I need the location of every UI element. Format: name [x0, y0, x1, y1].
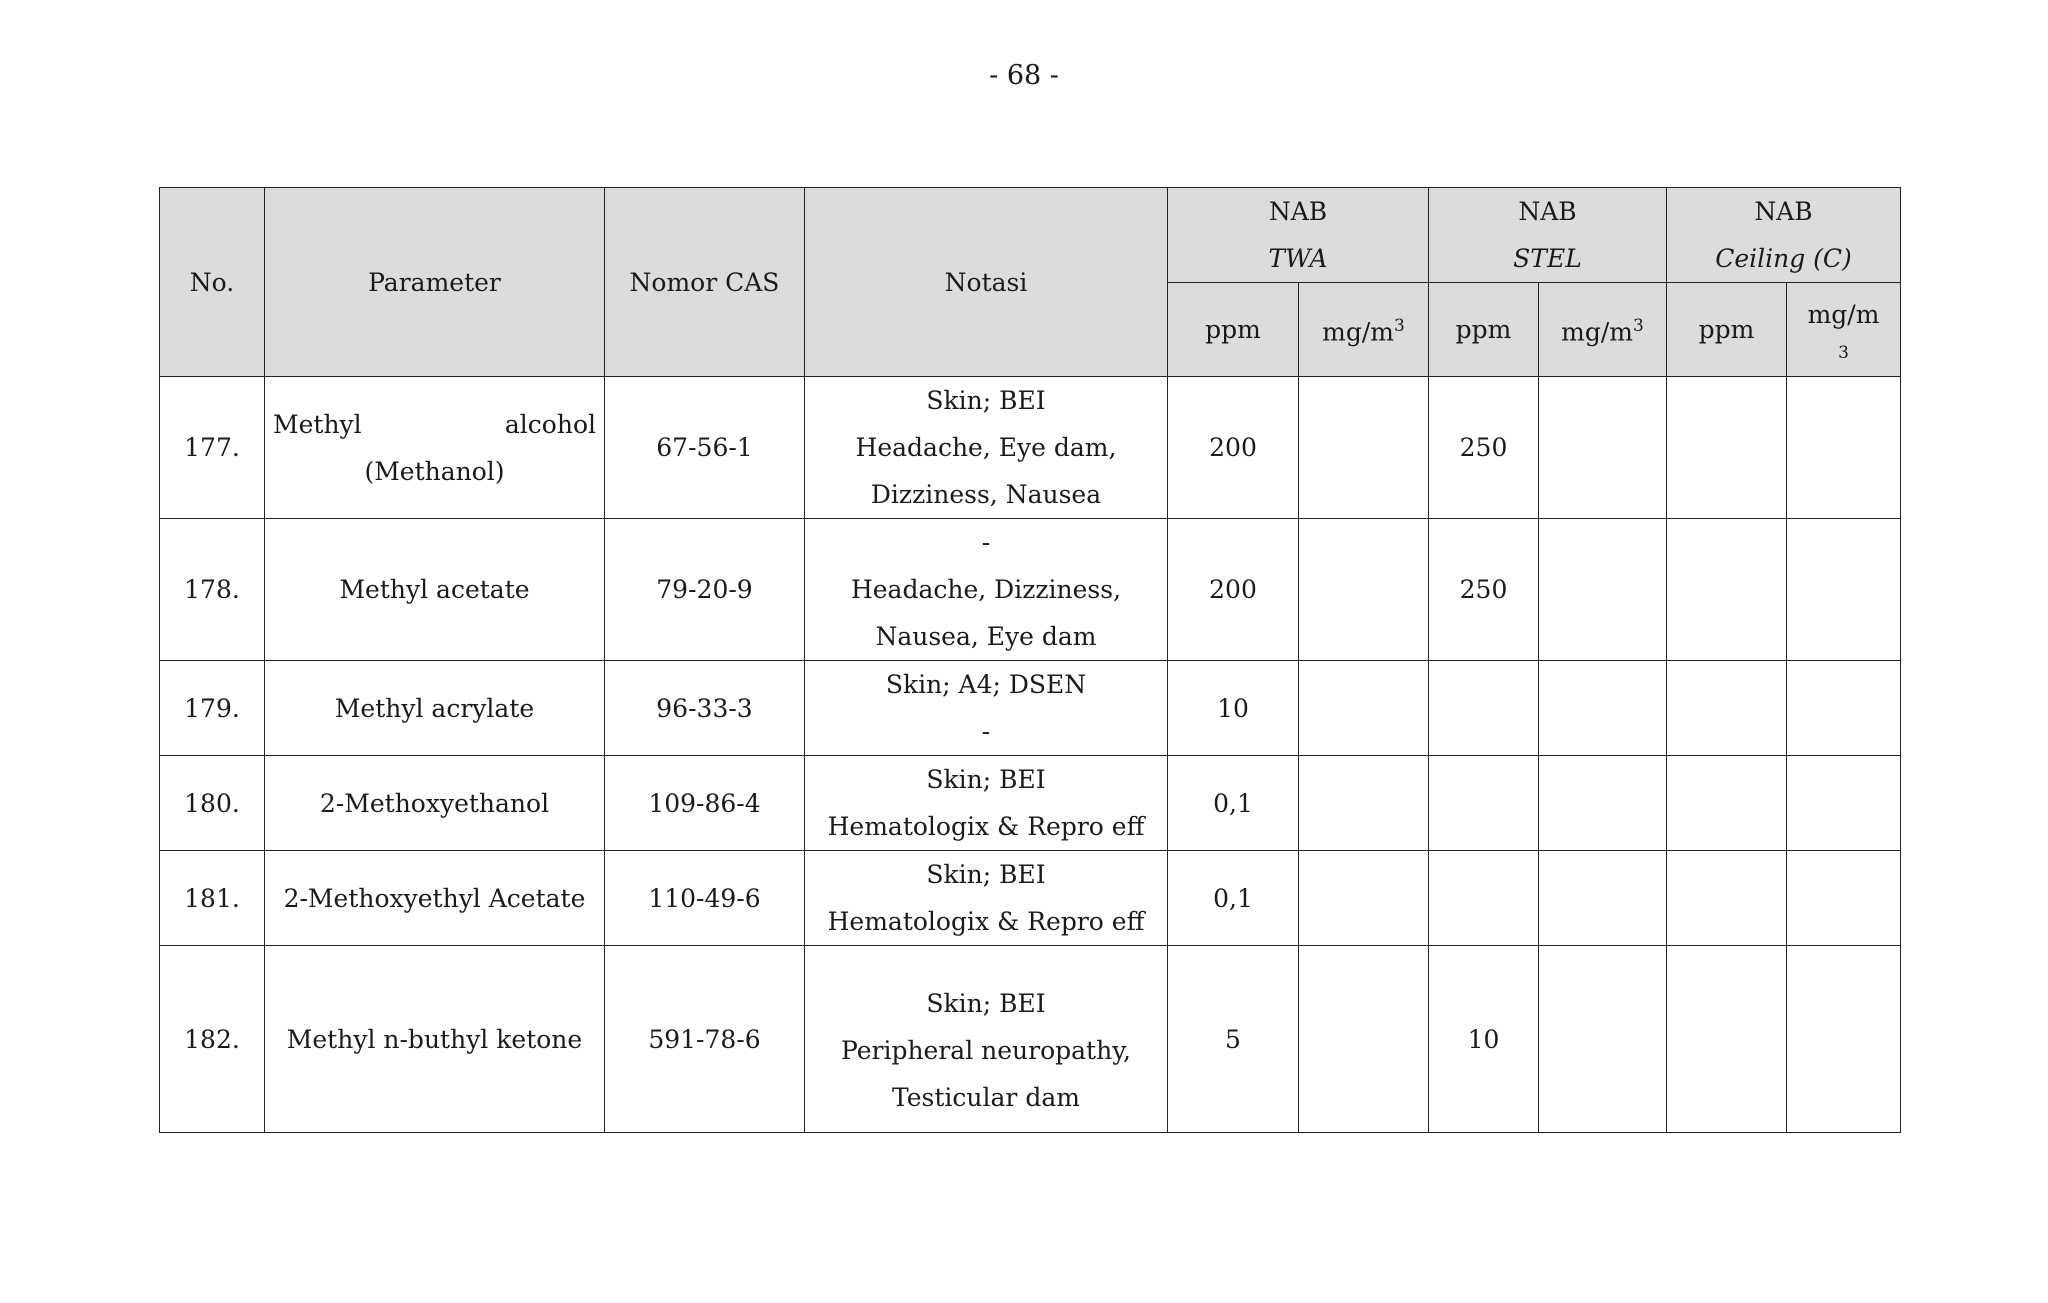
row-ceiling-ppm: [1667, 519, 1787, 661]
row-twa-mgm3: [1299, 851, 1429, 946]
row-stel-ppm: 250: [1429, 519, 1539, 661]
row-parameter: Methyl acrylate: [265, 661, 605, 756]
header-no: No.: [160, 188, 265, 377]
row-twa-ppm: 5: [1168, 946, 1299, 1133]
notasi-line: Skin; BEI: [926, 386, 1046, 415]
param-word: Methyl: [273, 409, 362, 439]
table-body: [160, 377, 1901, 1133]
row-twa-ppm: 200: [1168, 519, 1299, 661]
row-ceiling-mgm3: [1787, 851, 1901, 946]
header-twa-ppm: ppm: [1168, 283, 1299, 377]
header-nab-twa-sub: TWA: [1268, 244, 1328, 273]
row-parameter: 2-Methoxyethanol: [265, 756, 605, 851]
header-cas: Nomor CAS: [605, 188, 805, 377]
notasi-line: Dizziness, Nausea: [870, 480, 1102, 509]
row-cas: 96-33-3: [605, 661, 805, 756]
row-cas: 110-49-6: [605, 851, 805, 946]
nab-table: [159, 187, 1901, 1133]
row-twa-mgm3: [1299, 519, 1429, 661]
row-twa-ppm: 0,1: [1168, 756, 1299, 851]
row-parameter: [265, 377, 605, 519]
notasi-line: Headache, Eye dam,: [855, 433, 1117, 462]
row-twa-mgm3: [1299, 946, 1429, 1133]
header-ceiling-mgm3: [1787, 283, 1901, 377]
row-stel-mgm3: [1539, 756, 1667, 851]
row-twa-mgm3: [1299, 661, 1429, 756]
notasi-line: Headache, Dizziness,: [850, 575, 1122, 604]
header-nab-stel: [1429, 188, 1667, 283]
row-stel-ppm: 10: [1429, 946, 1539, 1133]
header-nab-twa-top: NAB: [1268, 197, 1328, 226]
header-nab-twa: [1168, 188, 1429, 283]
row-stel-mgm3: [1539, 377, 1667, 519]
row-no: 177.: [160, 377, 265, 519]
table-row: [160, 756, 1901, 851]
unit-base: mg/m: [1561, 317, 1633, 347]
table-row: [160, 519, 1901, 661]
row-cas: 67-56-1: [605, 377, 805, 519]
row-ceiling-ppm: [1667, 756, 1787, 851]
header-stel-mgm3: [1539, 283, 1667, 377]
row-ceiling-ppm: [1667, 661, 1787, 756]
table-header: [160, 188, 1901, 377]
row-notasi: [805, 519, 1168, 661]
notasi-line: Peripheral neuropathy,: [841, 1035, 1131, 1065]
row-stel-mgm3: [1539, 519, 1667, 661]
row-parameter: Methyl n-buthyl ketone: [265, 946, 605, 1133]
row-no: 178.: [160, 519, 265, 661]
notasi-line: Testicular dam: [892, 1082, 1080, 1112]
row-twa-ppm: 10: [1168, 661, 1299, 756]
row-cas: 109-86-4: [605, 756, 805, 851]
row-no: 181.: [160, 851, 265, 946]
header-notasi: Notasi: [805, 188, 1168, 377]
header-nab-stel-sub: STEL: [1513, 244, 1582, 273]
header-nab-ceiling-sub: Ceiling (C): [1715, 244, 1852, 273]
notasi-line: Hematologix & Repro eff: [827, 907, 1145, 936]
param-line-1: [273, 401, 596, 448]
row-twa-ppm: 0,1: [1168, 851, 1299, 946]
table-row: [160, 377, 1901, 519]
row-notasi: [805, 946, 1168, 1133]
table-row: [160, 946, 1901, 1133]
notasi-line: -: [981, 717, 991, 746]
row-notasi: [805, 661, 1168, 756]
row-ceiling-mgm3: [1787, 661, 1901, 756]
header-twa-mgm3: [1299, 283, 1429, 377]
table-row: [160, 661, 1901, 756]
row-ceiling-ppm: [1667, 851, 1787, 946]
row-stel-mgm3: [1539, 851, 1667, 946]
row-twa-mgm3: [1299, 756, 1429, 851]
page-number: - 68 -: [989, 60, 1059, 91]
row-twa-ppm: 200: [1168, 377, 1299, 519]
row-notasi: [805, 377, 1168, 519]
row-no: 179.: [160, 661, 265, 756]
row-twa-mgm3: [1299, 377, 1429, 519]
table-row: [160, 851, 1901, 946]
row-no: 182.: [160, 946, 265, 1133]
header-stel-ppm: ppm: [1429, 283, 1539, 377]
notasi-line: Nausea, Eye dam: [875, 622, 1097, 651]
row-ceiling-mgm3: [1787, 519, 1901, 661]
unit-sup: 3: [1633, 316, 1644, 337]
header-ceiling-ppm: ppm: [1667, 283, 1787, 377]
row-stel-mgm3: [1539, 661, 1667, 756]
row-stel-ppm: [1429, 756, 1539, 851]
header-nab-ceiling-top: NAB: [1754, 197, 1813, 226]
row-ceiling-ppm: [1667, 377, 1787, 519]
header-parameter: Parameter: [265, 188, 605, 377]
row-no: 180.: [160, 756, 265, 851]
row-cas: 591-78-6: [605, 946, 805, 1133]
row-ceiling-mgm3: [1787, 946, 1901, 1133]
row-notasi: [805, 851, 1168, 946]
unit-sup: 3: [1838, 343, 1849, 363]
row-ceiling-mgm3: [1787, 756, 1901, 851]
row-stel-ppm: [1429, 851, 1539, 946]
row-notasi: [805, 756, 1168, 851]
notasi-line: Skin; BEI: [926, 988, 1046, 1018]
header-nab-ceiling: [1667, 188, 1901, 283]
row-parameter: 2-Methoxyethyl Acetate: [265, 851, 605, 946]
row-stel-mgm3: [1539, 946, 1667, 1133]
notasi-line: Hematologix & Repro eff: [827, 812, 1145, 841]
param-word: alcohol: [504, 409, 596, 439]
row-ceiling-mgm3: [1787, 377, 1901, 519]
unit-base: mg/m: [1322, 317, 1394, 347]
row-ceiling-ppm: [1667, 946, 1787, 1133]
unit-base: mg/m: [1807, 300, 1880, 329]
notasi-line: Skin; BEI: [926, 860, 1046, 889]
notasi-line: Skin; A4; DSEN: [885, 670, 1087, 699]
param-line-2: (Methanol): [364, 456, 505, 486]
notasi-line: -: [981, 528, 991, 557]
row-stel-ppm: 250: [1429, 377, 1539, 519]
row-parameter: Methyl acetate: [265, 519, 605, 661]
notasi-line: Skin; BEI: [926, 765, 1046, 794]
row-stel-ppm: [1429, 661, 1539, 756]
row-cas: 79-20-9: [605, 519, 805, 661]
unit-sup: 3: [1394, 316, 1405, 337]
header-nab-stel-top: NAB: [1518, 197, 1577, 226]
